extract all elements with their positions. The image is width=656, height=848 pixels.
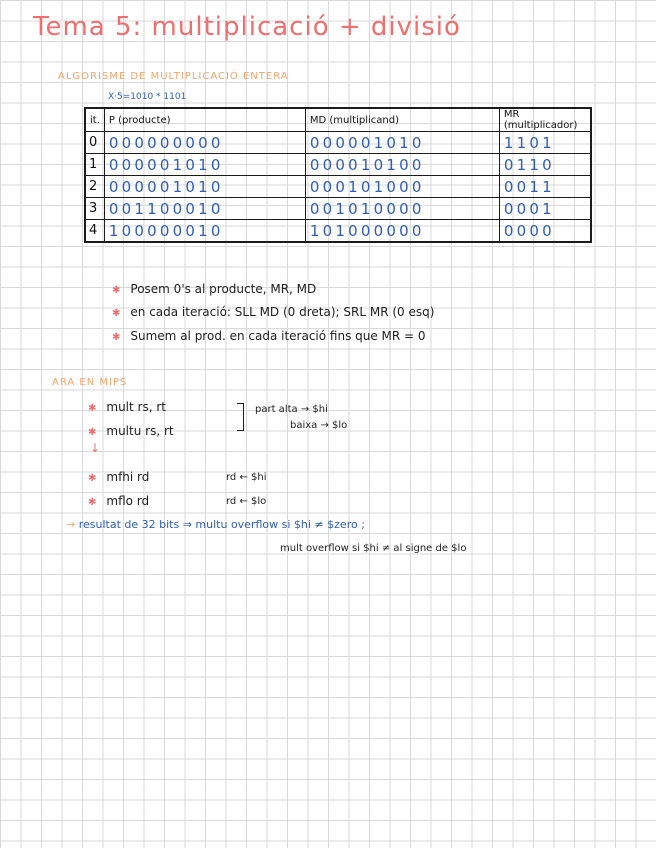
cell-product: 000001010 — [104, 154, 305, 176]
mips-line-mult — [88, 400, 166, 414]
cell-multiplier: 0001 — [499, 198, 591, 220]
mips-instruction: mfhi rd — [106, 470, 150, 484]
brace-icon — [237, 403, 244, 431]
header-multiplier: MR (multiplicador) — [499, 108, 591, 132]
mips-instruction: mult rs, rt — [106, 400, 166, 414]
table-header-row — [85, 108, 591, 132]
mflo-note: rd ← $lo — [226, 496, 267, 507]
note-text: en cada iteració: SLL MD (0 dreta); SRL MR (0 esq) — [130, 305, 435, 319]
result-line-2: mult overflow si $hi ≠ al signe de $lo — [280, 543, 467, 554]
cell-multiplicand: 101000000 — [305, 220, 499, 243]
table-row — [85, 154, 591, 176]
cell-multiplier: 0000 — [499, 220, 591, 243]
result-line-1 — [66, 518, 365, 531]
multiplication-table — [84, 107, 592, 243]
mips-line-mflo — [88, 494, 149, 508]
table-row — [85, 220, 591, 243]
cell-multiplier: 0011 — [499, 176, 591, 198]
section-heading-algorithm: ALGORISME DE MULTIPLICACIÓ ENTERA — [58, 71, 289, 82]
right-arrow-icon: → — [66, 518, 79, 531]
header-iteration: it. — [85, 108, 104, 132]
cell-iteration: 4 — [85, 220, 104, 243]
table-row — [85, 132, 591, 154]
asterisk-icon: ✱ — [112, 285, 121, 296]
note-item — [112, 282, 316, 296]
asterisk-icon: ✱ — [88, 403, 97, 414]
page-title: Tema 5: multiplicació + divisió — [33, 12, 461, 42]
mips-instruction: multu rs, rt — [106, 424, 174, 438]
cell-product: 100000010 — [104, 220, 305, 243]
note-item — [112, 329, 426, 343]
table-row — [85, 176, 591, 198]
note-text: Posem 0's al producte, MR, MD — [130, 282, 317, 296]
mips-line-multu — [88, 424, 174, 438]
header-multiplicand: MD (multiplicand) — [305, 108, 499, 132]
brace-note-high: part alta → $hi — [255, 404, 328, 415]
cell-multiplicand: 000001010 — [305, 132, 499, 154]
table-row — [85, 198, 591, 220]
cell-multiplicand: 000010100 — [305, 154, 499, 176]
cell-iteration: 2 — [85, 176, 104, 198]
cell-iteration: 3 — [85, 198, 104, 220]
note-text: Sumem al prod. en cada iteració fins que MR = 0 — [130, 329, 426, 343]
mips-line-mfhi — [88, 470, 149, 484]
cell-multiplicand: 001010000 — [305, 198, 499, 220]
asterisk-icon: ✱ — [112, 332, 121, 343]
header-product: P (producte) — [104, 108, 305, 132]
cell-product: 000000000 — [104, 132, 305, 154]
section-heading-mips: ARA EN MIPS — [52, 377, 128, 388]
cell-product: 001100010 — [104, 198, 305, 220]
cell-product: 000001010 — [104, 176, 305, 198]
asterisk-icon: ✱ — [112, 308, 121, 319]
example-label: X·5=1010 * 1101 — [108, 92, 187, 102]
mips-instruction: mflo rd — [106, 494, 150, 508]
cell-iteration: 0 — [85, 132, 104, 154]
cell-multiplier: 0110 — [499, 154, 591, 176]
cell-multiplier: 1101 — [499, 132, 591, 154]
cell-multiplicand: 000101000 — [305, 176, 499, 198]
note-item — [112, 305, 434, 319]
brace-note-low: baixa → $lo — [290, 420, 348, 431]
cell-iteration: 1 — [85, 154, 104, 176]
down-arrow-icon: ↓ — [90, 441, 101, 455]
asterisk-icon: ✱ — [88, 473, 97, 484]
result-text-1: resultat de 32 bits ⇒ multu overflow si $hi ≠ $zero ; — [78, 518, 365, 531]
mfhi-note: rd ← $hi — [226, 472, 267, 483]
asterisk-icon: ✱ — [88, 497, 97, 508]
asterisk-icon: ✱ — [88, 427, 97, 438]
